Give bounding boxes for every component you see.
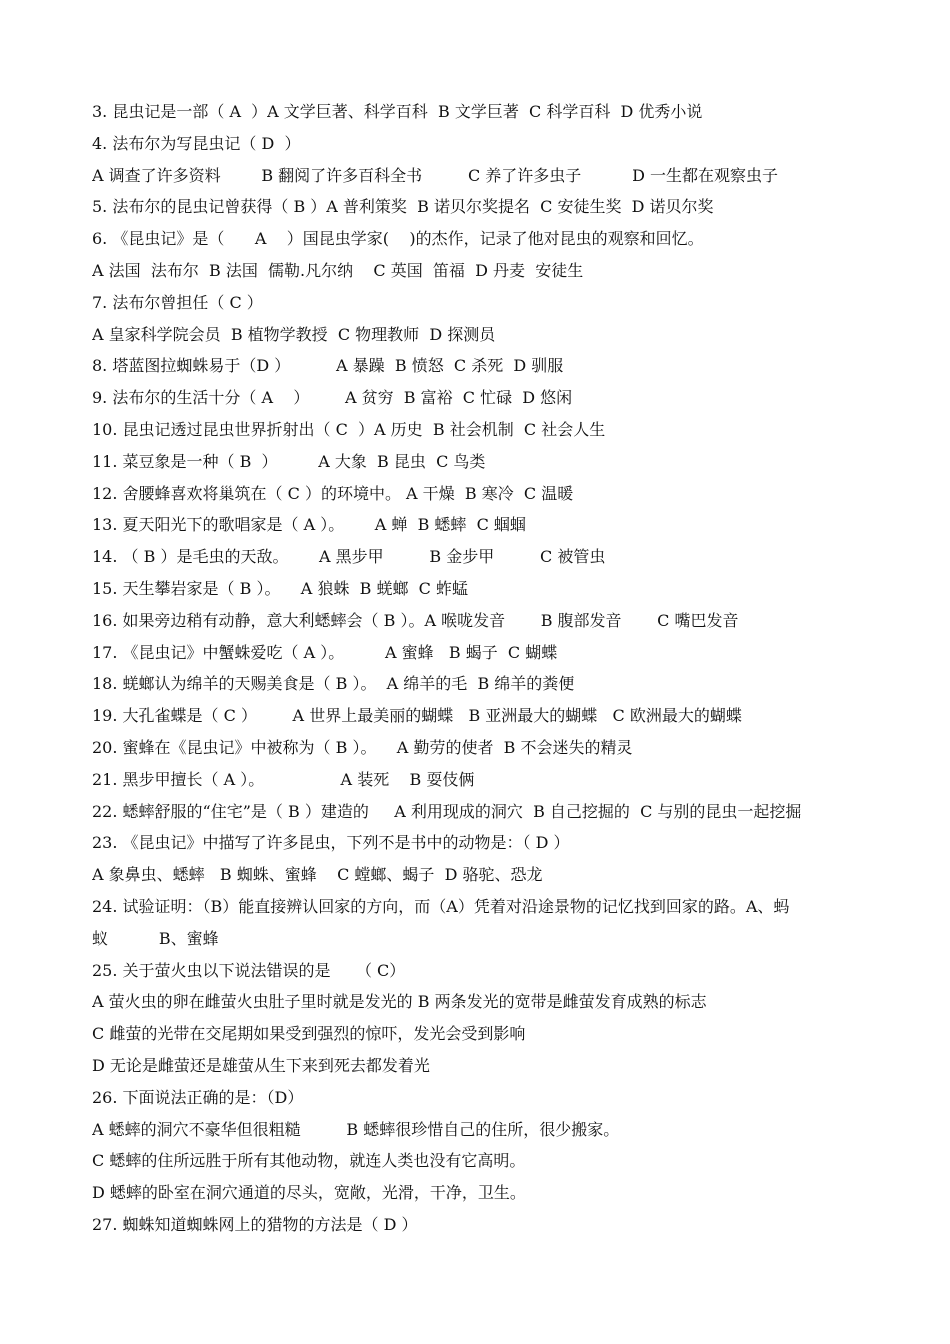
question-20: 20. 蜜蜂在《昆虫记》中被称为（ B ）。 A 勤劳的使者 B 不会迷失的精灵 [92, 737, 633, 757]
question-12: 12. 舍腰蜂喜欢将巢筑在（ C ）的环境中。 A 干燥 B 寒冷 C 温暖 [92, 483, 574, 503]
question-4: 4. 法布尔为写昆虫记（ D ） [92, 133, 301, 153]
question-5: 5. 法布尔的昆虫记曾获得（ B ）A 普利策奖 B 诺贝尔奖提名 C 安徒生奖 D 诺贝尔奖 [92, 197, 714, 217]
question-25-option-d: D 无论是雌萤还是雄萤从生下来到死去都发着光 [92, 1055, 430, 1075]
question-25-option-a-b: A 萤火虫的卵在雌萤火虫肚子里时就是发光的 B 两条发光的宽带是雌萤发育成熟的标志 [92, 992, 707, 1012]
question-23: 23. 《昆虫记》中描写了许多昆虫，下列不是书中的动物是：（ D ） [92, 833, 570, 853]
question-9: 9. 法布尔的生活十分（ A ） A 贫穷 B 富裕 C 忙碌 D 悠闲 [92, 388, 573, 408]
question-21: 21. 黑步甲擅长（ A ）。 A 装死 B 耍伎俩 [92, 769, 475, 789]
question-4-options: A 调查了许多资料 B 翻阅了许多百科全书 C 养了许多虫子 D 一生都在观察虫子 [92, 165, 779, 185]
question-18: 18. 蜣螂认为绵羊的天赐美食是（ B ）。 A 绵羊的毛 B 绵羊的粪便 [92, 674, 575, 694]
question-26-option-c: C 蟋蟀的住所远胜于所有其他动物，就连人类也没有它高明。 [92, 1151, 526, 1171]
question-24: 24. 试验证明：（B）能直接辨认回家的方向，而（A）凭着对沿途景物的记忆找到回家的路。A、蚂 [92, 896, 790, 916]
question-7: 7. 法布尔曾担任（ C ） [92, 292, 263, 312]
question-16: 16. 如果旁边稍有动静，意大利蟋蟀会（ B ）。A 喉咙发音 B 腹部发音 C 嘴巴发音 [92, 610, 739, 630]
question-26: 26. 下面说法正确的是：（D） [92, 1087, 304, 1107]
question-26-option-a-b: A 蟋蟀的洞穴不豪华但很粗糙 B 蟋蟀很珍惜自己的住所，很少搬家。 [92, 1119, 620, 1139]
question-17: 17. 《昆虫记》中蟹蛛爱吃（ A ）。 A 蜜蜂 B 蝎子 C 蝴蝶 [92, 642, 558, 662]
question-25-option-c: C 雌萤的光带在交尾期如果受到强烈的惊吓，发光会受到影响 [92, 1024, 526, 1044]
question-22: 22. 蟋蟀舒服的“住宅”是（ B ）建造的 A 利用现成的洞穴 B 自己挖掘的 C 与别的昆虫一起挖掘 [92, 801, 802, 821]
question-25: 25. 关于萤火虫以下说法错误的是 （ C） [92, 960, 406, 980]
question-15: 15. 天生攀岩家是（ B ）。 A 狼蛛 B 蜣螂 C 蚱蜢 [92, 578, 468, 598]
question-23-options: A 象鼻虫、蟋蟀 B 蜘蛛、蜜蜂 C 螳螂、蝎子 D 骆驼、恐龙 [92, 865, 543, 885]
question-14: 14. （ B ）是毛虫的天敌。 A 黑步甲 B 金步甲 C 被管虫 [92, 547, 606, 567]
question-11: 11. 菜豆象是一种（ B ） A 大象 B 昆虫 C 鸟类 [92, 451, 486, 471]
question-24-continued: 蚁 B、蜜蜂 [92, 928, 219, 948]
question-8: 8. 塔蓝图拉蜘蛛易于（D ） A 暴躁 B 愤怒 C 杀死 D 驯服 [92, 356, 564, 376]
question-27: 27. 蜘蛛知道蜘蛛网上的猎物的方法是（ D ） [92, 1214, 418, 1234]
question-19: 19. 大孔雀蝶是（ C ） A 世界上最美丽的蝴蝶 B 亚洲最大的蝴蝶 C 欧洲最大的蝴蝶 [92, 706, 742, 726]
question-13: 13. 夏天阳光下的歌唱家是（ A ）。 A 蝉 B 蟋蟀 C 蝈蝈 [92, 515, 526, 535]
question-26-option-d: D 蟋蟀的卧室在洞穴通道的尽头，宽敞，光滑，干净，卫生。 [92, 1183, 526, 1203]
question-10: 10. 昆虫记透过昆虫世界折射出（ C ）A 历史 B 社会机制 C 社会人生 [92, 419, 606, 439]
question-7-options: A 皇家科学院会员 B 植物学教授 C 物理教师 D 探测员 [92, 324, 496, 344]
question-3: 3. 昆虫记是一部（ A ）A 文学巨著、科学百科 B 文学巨著 C 科学百科 D 优秀小说 [92, 102, 703, 121]
question-6-options: A 法国 法布尔 B 法国 儒勒.凡尔纳 C 英国 笛福 D 丹麦 安徒生 [92, 260, 584, 280]
document-page [92, 96, 872, 1241]
question-6: 6. 《昆虫记》是（ A ）国昆虫学家( )的杰作，记录了他对昆虫的观察和回忆。 [92, 229, 704, 249]
